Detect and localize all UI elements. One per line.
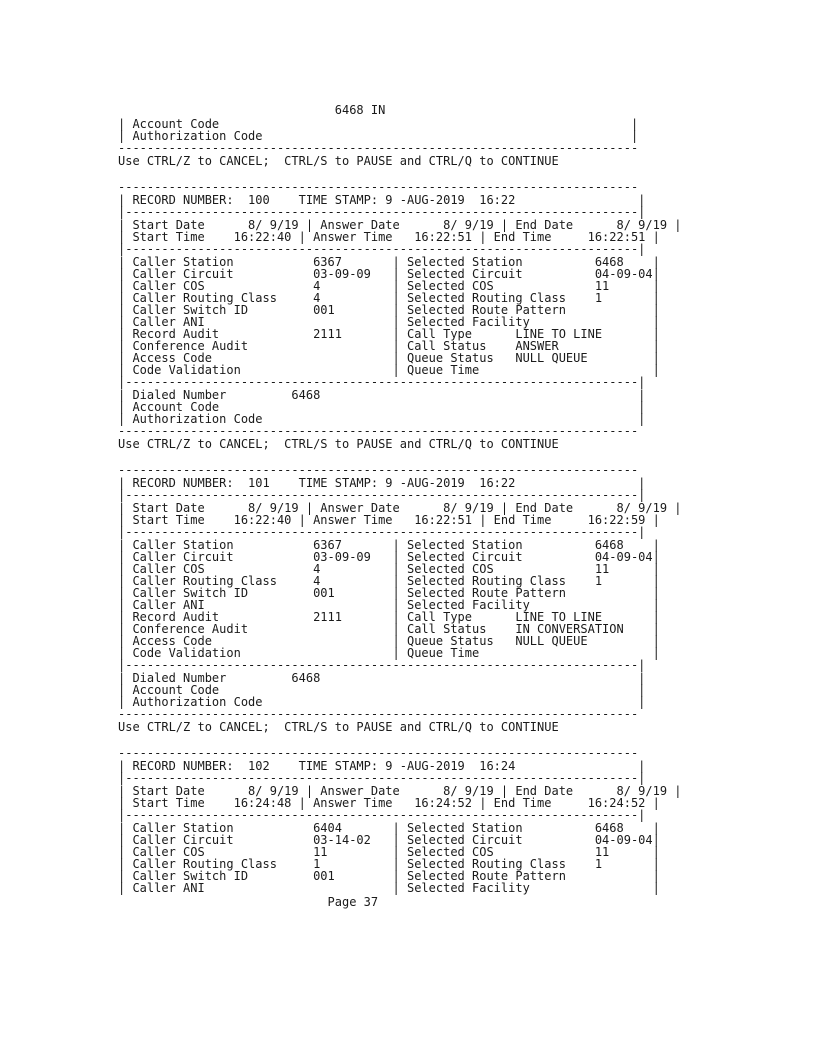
text-line-l7: |-----------------------------------------------------------------------| — [118, 205, 646, 219]
text-line-l33: | Caller Station 6367 | Selected Station 6468 | — [118, 538, 660, 552]
text-line-l11: | Caller Station 6367 | Selected Station 6468 | — [118, 255, 660, 269]
text-line-l17: | Record Audit 2111 | Call Type LINE TO LINE | — [118, 327, 660, 341]
text-line-l34: | Caller Circuit 03-09-09 | Selected Circuit 04-09-04| — [118, 550, 660, 564]
text-line-l2: | Authorization Code | — [118, 129, 639, 143]
text-line-l18: | Conference Audit | Call Status ANSWER | — [118, 339, 660, 353]
text-line-l39: | Record Audit 2111 | Call Type LINE TO LINE | — [118, 610, 660, 624]
text-line-l21: |-----------------------------------------------------------------------| — [118, 375, 646, 389]
text-line-l9: | Start Time 16:22:40 | Answer Time 16:22:51 | End Time 16:22:51 | — [118, 230, 660, 244]
text-line-l58: | Caller Routing Class 1 | Selected Routing Class 1 | — [118, 857, 660, 871]
text-line-l28: | RECORD NUMBER: 101 TIME STAMP: 9 -AUG-2019 16:22 | — [118, 476, 646, 490]
text-line-l57: | Caller COS 11 | Selected COS 11 | — [118, 845, 660, 859]
text-line-l10: |-----------------------------------------------------------------------| — [118, 242, 646, 256]
text-line-l51: |-----------------------------------------------------------------------| — [118, 771, 646, 785]
text-line-l49: ------------------------------------------------------------------------ — [118, 746, 639, 760]
text-line-l56: | Caller Circuit 03-14-02 | Selected Circuit 04-09-04| — [118, 833, 660, 847]
text-line-l47: ------------------------------------------------------------------------ — [118, 707, 639, 721]
text-line-l19: | Access Code | Queue Status NULL QUEUE | — [118, 351, 660, 365]
text-line-l38: | Caller ANI | Selected Facility | — [118, 598, 660, 612]
text-line-l59: | Caller Switch ID 001 | Selected Route Pattern | — [118, 869, 660, 883]
text-line-l52: | Start Date 8/ 9/19 | Answer Date 8/ 9/19 | End Date 8/ 9/19 | — [118, 784, 682, 798]
text-line-l25: ------------------------------------------------------------------------ — [118, 424, 639, 438]
text-line-l36: | Caller Routing Class 4 | Selected Routing Class 1 | — [118, 574, 660, 588]
text-line-l48: Use CTRL/Z to CANCEL; CTRL/S to PAUSE and CTRL/Q to CONTINUE — [118, 720, 559, 734]
text-line-l14: | Caller Routing Class 4 | Selected Routing Class 1 | — [118, 291, 660, 305]
text-line-l1: | Account Code | — [118, 117, 639, 131]
text-line-l60: | Caller ANI | Selected Facility | — [118, 881, 660, 895]
text-line-l12: | Caller Circuit 03-09-09 | Selected Circuit 04-09-04| — [118, 267, 660, 281]
text-line-l32: |-----------------------------------------------------------------------| — [118, 525, 646, 539]
text-line-l44: | Dialed Number 6468 | — [118, 671, 646, 685]
text-line-l30: | Start Date 8/ 9/19 | Answer Date 8/ 9/19 | End Date 8/ 9/19 | — [118, 501, 682, 515]
text-line-l26: Use CTRL/Z to CANCEL; CTRL/S to PAUSE and CTRL/Q to CONTINUE — [118, 437, 559, 451]
text-line-l46: | Authorization Code | — [118, 695, 646, 709]
text-line-l20: | Code Validation | Queue Time | — [118, 363, 660, 377]
text-line-l40: | Conference Audit | Call Status IN CONVERSATION | — [118, 622, 660, 636]
text-line-l43: |-----------------------------------------------------------------------| — [118, 658, 646, 672]
text-line-footer: Page 37 — [118, 895, 379, 909]
text-line-l4: Use CTRL/Z to CANCEL; CTRL/S to PAUSE and CTRL/Q to CONTINUE — [118, 154, 559, 168]
text-line-l35: | Caller COS 4 | Selected COS 11 | — [118, 562, 660, 576]
text-line-l24: | Authorization Code | — [118, 412, 646, 426]
text-line-l41: | Access Code | Queue Status NULL QUEUE | — [118, 634, 660, 648]
text-line-l16: | Caller ANI | Selected Facility | — [118, 315, 660, 329]
text-line-l5: ------------------------------------------------------------------------ — [118, 180, 639, 194]
text-line-l31: | Start Time 16:22:40 | Answer Time 16:22:51 | End Time 16:22:59 | — [118, 513, 660, 527]
text-line-l15: | Caller Switch ID 001 | Selected Route Pattern | — [118, 303, 660, 317]
text-line-l54: |-----------------------------------------------------------------------| — [118, 808, 646, 822]
text-line-l8: | Start Date 8/ 9/19 | Answer Date 8/ 9/19 | End Date 8/ 9/19 | — [118, 218, 682, 232]
text-line-l23: | Account Code | — [118, 400, 646, 414]
text-line-l45: | Account Code | — [118, 683, 646, 697]
text-line-l42: | Code Validation | Queue Time | — [118, 646, 660, 660]
text-line-l27: ------------------------------------------------------------------------ — [118, 463, 639, 477]
text-line-l29: |-----------------------------------------------------------------------| — [118, 488, 646, 502]
text-line-l37: | Caller Switch ID 001 | Selected Route Pattern | — [118, 586, 660, 600]
text-line-l50: | RECORD NUMBER: 102 TIME STAMP: 9 -AUG-2019 16:24 | — [118, 759, 646, 773]
text-line-l13: | Caller COS 4 | Selected COS 11 | — [118, 279, 660, 293]
text-line-title: 6468 IN — [118, 103, 386, 117]
text-line-l53: | Start Time 16:24:48 | Answer Time 16:24:52 | End Time 16:24:52 | — [118, 796, 660, 810]
text-line-l22: | Dialed Number 6468 | — [118, 388, 646, 402]
text-line-l3: ------------------------------------------------------------------------ — [118, 141, 639, 155]
text-line-l6: | RECORD NUMBER: 100 TIME STAMP: 9 -AUG-2019 16:22 | — [118, 193, 646, 207]
text-line-l55: | Caller Station 6404 | Selected Station 6468 | — [118, 821, 660, 835]
